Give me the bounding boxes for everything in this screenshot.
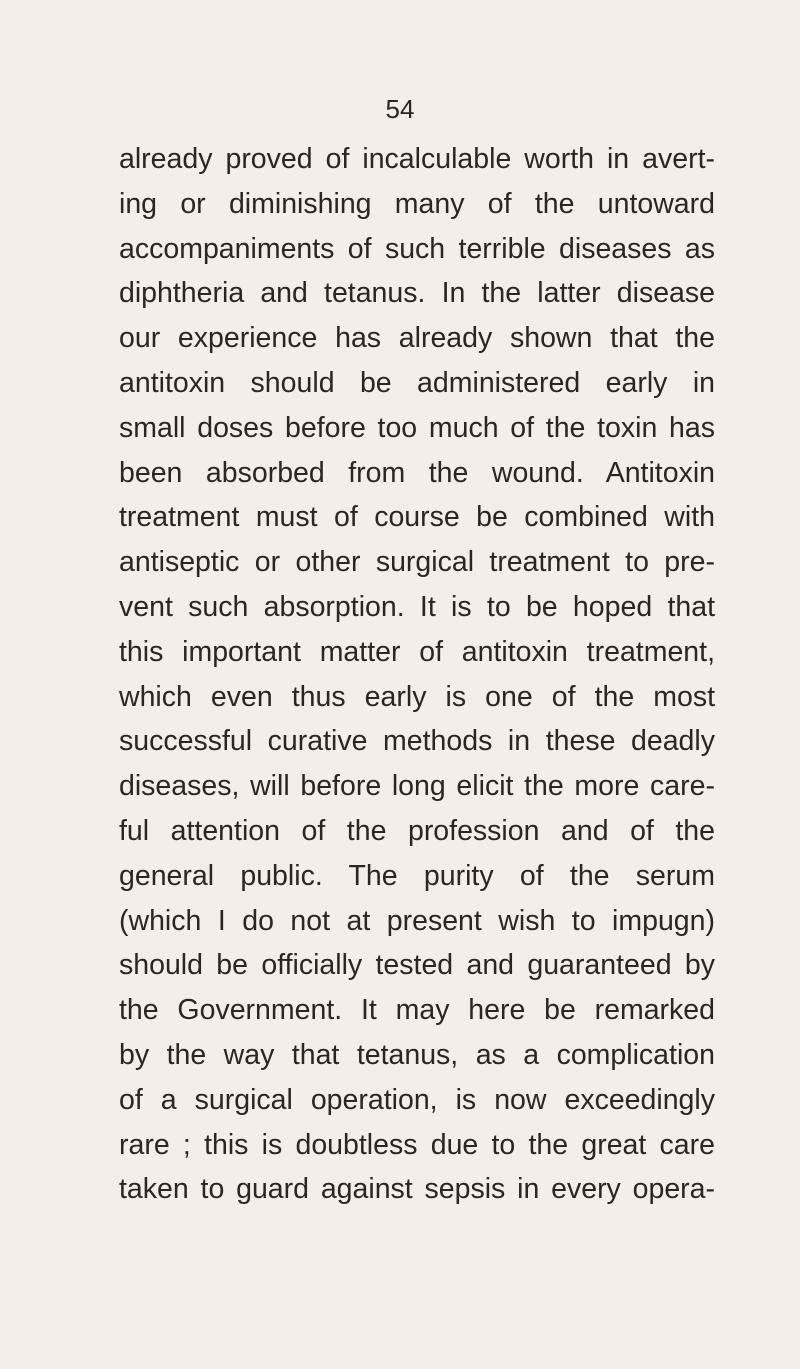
text-line: accompaniments of such terrible diseases as [119, 232, 715, 265]
text-line: ing or diminishing many of the untoward [119, 187, 715, 220]
text-line: treatment must of course be combined with [119, 501, 715, 534]
text-line: diseases, will before long elicit the more care- [119, 770, 715, 803]
text-line: of a surgical operation, is now exceedingly [119, 1083, 715, 1116]
text-line: ful attention of the profession and of the [119, 814, 715, 847]
text-line: rare ; this is doubtless due to the great care [119, 1128, 715, 1161]
page-number: 54 [385, 94, 415, 124]
text-line: antitoxin should be administered early in [119, 366, 715, 399]
text-line: by the way that tetanus, as a complication [119, 1038, 715, 1071]
text-line: which even thus early is one of the most [119, 680, 715, 713]
text-line: should be officially tested and guaranteed by [119, 949, 715, 982]
body-text [119, 137, 715, 1212]
text-line: already proved of incalculable worth in avert- [119, 143, 715, 175]
text-line: vent such absorption. It is to be hoped that [119, 590, 715, 623]
text-line: diphtheria and tetanus. In the latter disease [119, 277, 715, 310]
text-line: this important matter of antitoxin treatment, [119, 635, 715, 668]
text-line: successful curative methods in these deadly [119, 725, 715, 758]
text-line: (which I do not at present wish to impugn) [119, 904, 715, 937]
text-line: the Government. It may here be remarked [119, 994, 715, 1027]
text-line: been absorbed from the wound. Antitoxin [119, 456, 715, 489]
text-line: our experience has already shown that the [119, 322, 715, 355]
text-line: taken to guard against sepsis in every opera- [119, 1173, 715, 1206]
text-line: small doses before too much of the toxin has [119, 411, 715, 444]
text-line: antiseptic or other surgical treatment to pre- [119, 546, 715, 579]
text-line: general public. The purity of the serum [119, 859, 715, 892]
